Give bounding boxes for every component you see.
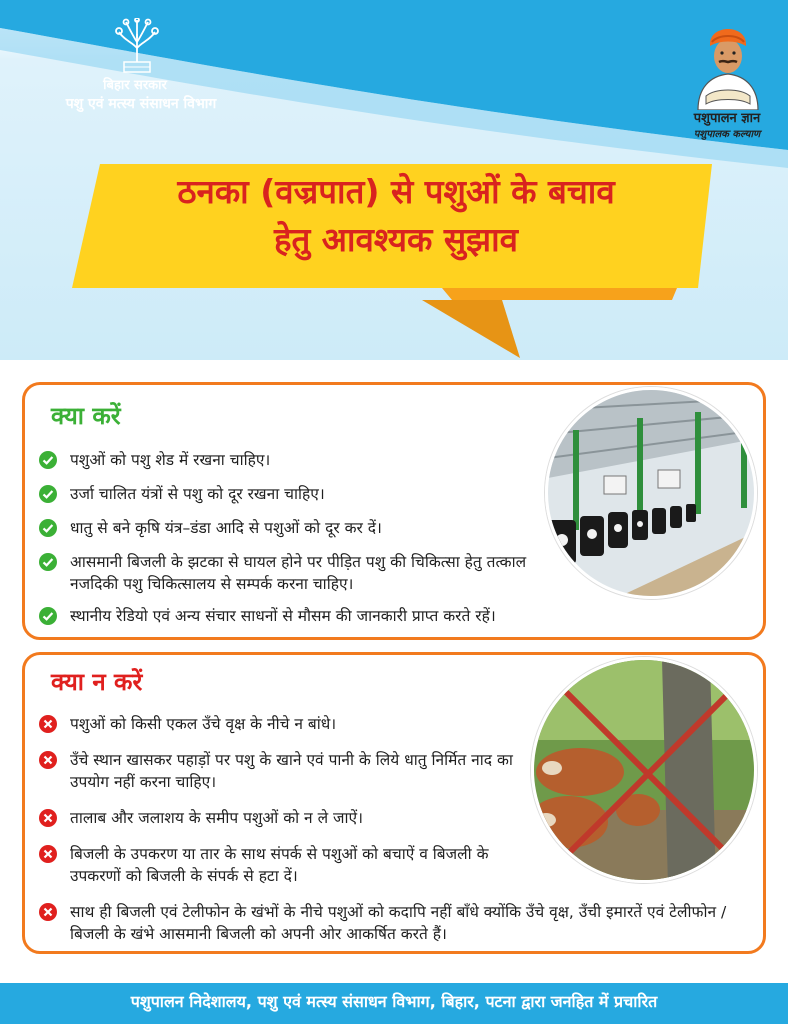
- cross-circle-icon: [39, 903, 57, 921]
- do-item: [39, 605, 751, 627]
- dont-item: [39, 807, 519, 829]
- department-name: पशु एवं मत्स्य संसाधन विभाग: [65, 96, 217, 112]
- page-title: [96, 168, 696, 264]
- farmer-mascot-icon: [692, 18, 764, 110]
- cross-circle-icon: [39, 845, 57, 863]
- do-section: [22, 382, 766, 640]
- dont-item-text: तालाब और जलाशय के समीप पशुओं को न ले जाऐं।: [70, 809, 363, 827]
- dont-item: [39, 843, 525, 887]
- mascot-name: पशुपालन ज्ञान: [693, 111, 761, 126]
- do-item-text: धातु से बने कृषि यंत्र–डंडा आदि से पशुओं को दूर कर दें।: [70, 519, 382, 537]
- do-item-text: पशुओं को पशु शेड में रखना चाहिए।: [70, 451, 271, 469]
- dont-heading: क्या न करें: [51, 668, 143, 696]
- do-item-text: आसमानी बिजली के झटका से घायल होने पर पीड़ित पशु की चिकित्सा हेतु तत्काल नजदिकी पशु चिकित्सालय से सम्पर्क करना चाहिए।: [70, 553, 527, 593]
- check-circle-icon: [39, 553, 57, 571]
- cross-circle-icon: [39, 751, 57, 769]
- title-line-2: हेतु आवश्यक सुझाव: [273, 220, 519, 259]
- cattle-under-tree-photo: [531, 657, 757, 883]
- check-circle-icon: [39, 607, 57, 625]
- dont-item: [39, 749, 539, 793]
- check-circle-icon: [39, 451, 57, 469]
- title-line-1: ठनका (वज्रपात) से पशुओं के बचाव: [177, 172, 615, 211]
- cross-circle-icon: [39, 715, 57, 733]
- bihar-tree-emblem-icon: [112, 18, 162, 78]
- check-circle-icon: [39, 485, 57, 503]
- dont-item: [39, 713, 519, 735]
- mascot-tagline: पशुपालक कल्याण: [693, 129, 761, 140]
- do-item: [39, 517, 539, 539]
- do-item-text: उर्जा चालित यंत्रों से पशु को दूर रखना चाहिए।: [70, 485, 325, 503]
- do-item: [39, 483, 519, 505]
- do-item-text: स्थानीय रेडियो एवं अन्य संचार साधनों से मौसम की जानकारी प्राप्त करते रहें।: [70, 607, 496, 625]
- check-circle-icon: [39, 519, 57, 537]
- gov-name: बिहार सरकार: [103, 78, 167, 93]
- cross-circle-icon: [39, 809, 57, 827]
- footer-credit: पशुपालन निदेशालय, पशु एवं मत्स्य संसाधन विभाग, बिहार, पटना द्वारा जनहित में प्रचारित: [0, 983, 788, 1024]
- dont-item: [39, 901, 751, 945]
- dont-item-text: साथ ही बिजली एवं टेलीफोन के खंभों के नीचे पशुओं को कदापि नहीं बाँधे क्योंकि उँचे वृक्ष, उँची इमारतें एवं टेलीफोन / बिजली के खंभे आसमानी बिजली को अपनी ओर आकर्षित करते हैं।: [70, 903, 727, 943]
- dont-item-text: पशुओं को किसी एकल उँचे वृक्ष के नीचे न बांधे।: [70, 715, 337, 733]
- cattle-shed-photo: [545, 387, 757, 599]
- do-heading: क्या करें: [51, 402, 121, 430]
- do-item: [39, 551, 559, 595]
- do-item: [39, 449, 519, 471]
- dont-item-text: बिजली के उपकरण या तार के साथ संपर्क से पशुओं को बचाऐं व बिजली के उपकरणों को बिजली के संपर्क से हटा दें।: [70, 845, 489, 885]
- dont-item-text: उँचे स्थान खासकर पहाड़ों पर पशु के खाने एवं पानी के लिये धातु निर्मित नाद का उपयोग नहीं करना चाहिए।: [70, 751, 513, 791]
- dont-section: [22, 652, 766, 954]
